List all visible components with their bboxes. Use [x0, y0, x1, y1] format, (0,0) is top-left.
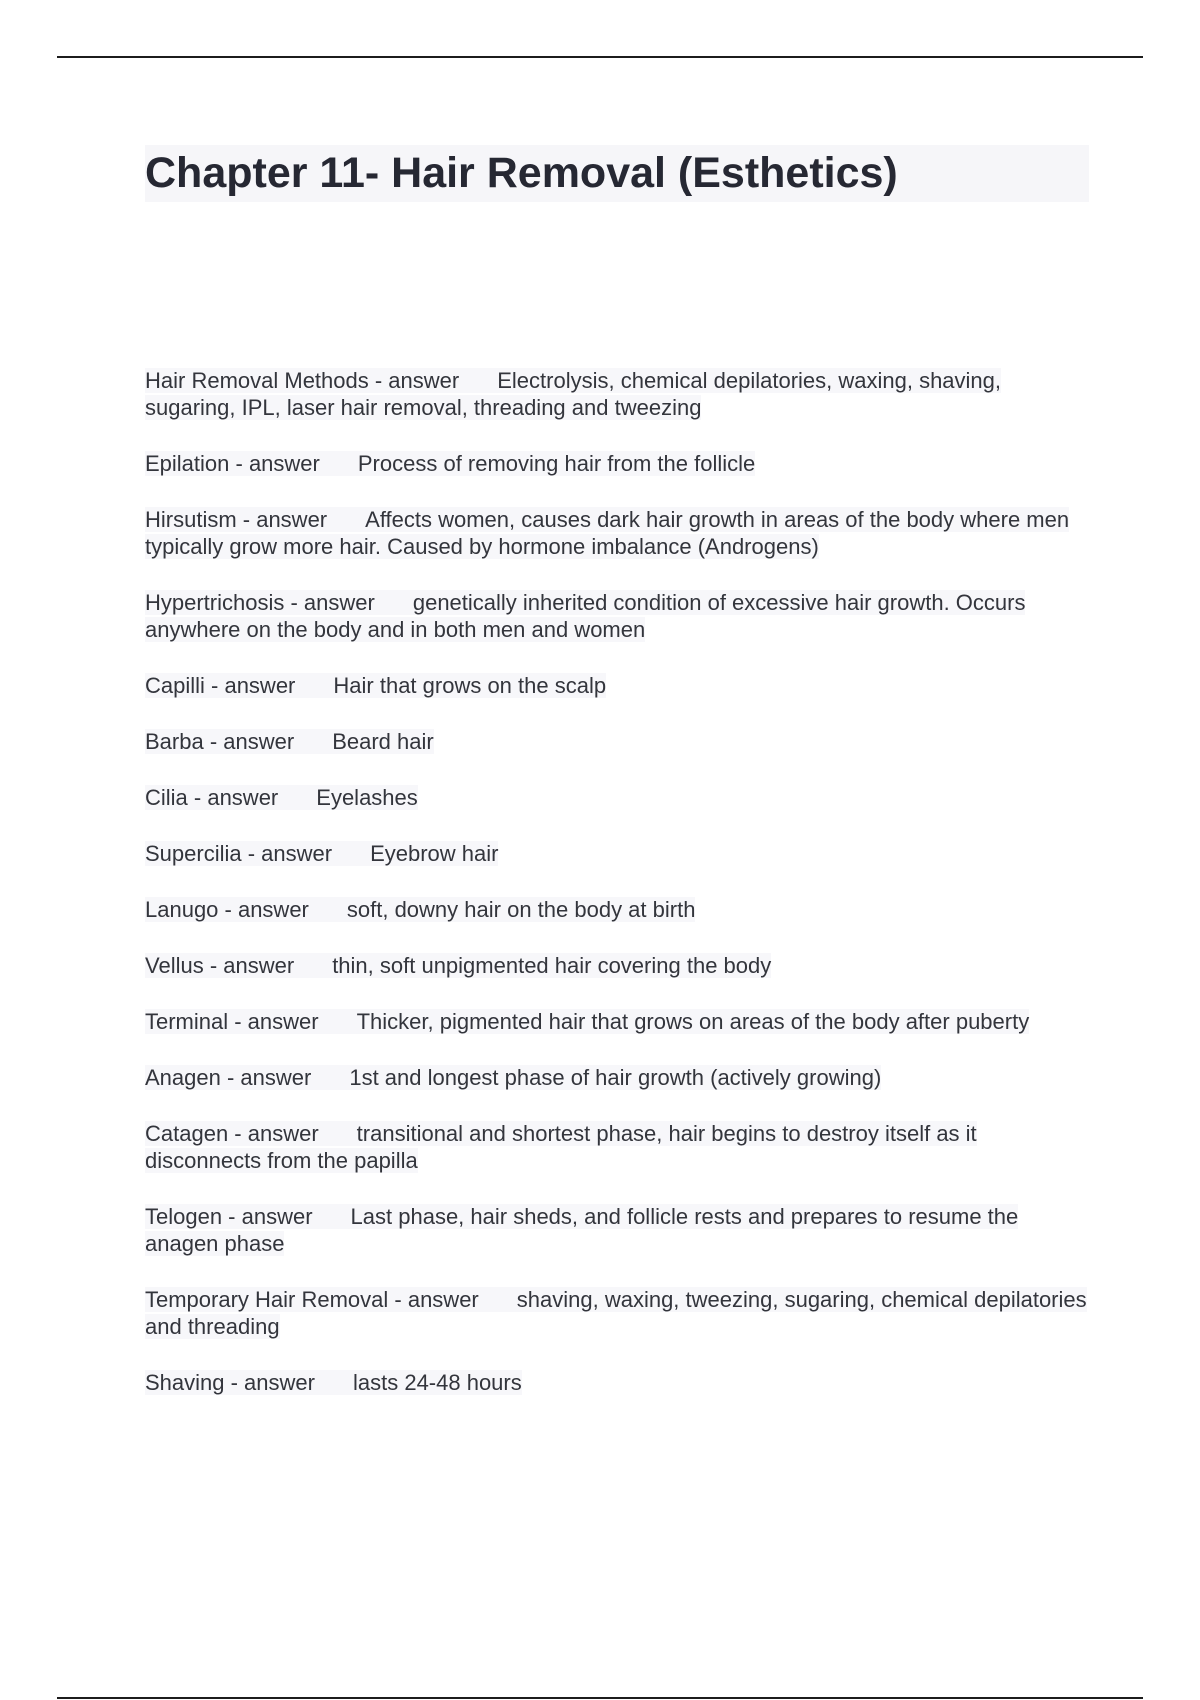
flashcard-definition: 1st and longest phase of hair growth (actively growing) — [349, 1065, 882, 1090]
flashcard-entry — [145, 728, 1089, 755]
flashcard-entry — [145, 896, 1089, 923]
flashcard-term: Shaving - answer — [145, 1370, 353, 1395]
flashcard-term: Epilation - answer — [145, 451, 358, 476]
flashcard-definition: Hair that grows on the scalp — [333, 673, 607, 698]
flashcard-definition: Last phase, hair sheds, and follicle rests and prepares to resume the anagen phase — [145, 1204, 1019, 1256]
flashcard-definition: thin, soft unpigmented hair covering the body — [332, 953, 772, 978]
flashcard-definition: Eyelashes — [316, 785, 418, 810]
flashcard-term: Hair Removal Methods - answer — [145, 368, 497, 393]
flashcard-entry — [145, 506, 1089, 560]
flashcard-entry — [145, 1120, 1089, 1174]
flashcard-definition: shaving, waxing, tweezing, sugaring, chemical depilatories and threading — [145, 1287, 1087, 1339]
flashcard-entry — [145, 952, 1089, 979]
flashcard-entry — [145, 1286, 1089, 1340]
flashcard-entry — [145, 589, 1089, 643]
flashcard-entry — [145, 840, 1089, 867]
flashcard-term: Temporary Hair Removal - answer — [145, 1287, 517, 1312]
flashcard-definition: transitional and shortest phase, hair begins to destroy itself as it disconnects from the papilla — [145, 1121, 977, 1173]
flashcard-term: Vellus - answer — [145, 953, 332, 978]
flashcard-definition: soft, downy hair on the body at birth — [346, 897, 696, 922]
flashcard-definition: Thicker, pigmented hair that grows on areas of the body after puberty — [356, 1009, 1030, 1034]
top-rule — [57, 56, 1143, 58]
flashcard-definition: Affects women, causes dark hair growth in areas of the body where men typically grow more hair. Caused by hormone imbalance (Androgens) — [145, 507, 1070, 559]
flashcard-entry — [145, 784, 1089, 811]
flashcard-term: Supercilia - answer — [145, 841, 370, 866]
flashcard-entry — [145, 1369, 1089, 1396]
flashcard-entry — [145, 672, 1089, 699]
flashcard-entry — [145, 1203, 1089, 1257]
flashcard-entry — [145, 1008, 1089, 1035]
flashcard-definition: Electrolysis, chemical depilatories, waxing, shaving, sugaring, IPL, laser hair removal, threading and tweezing — [145, 368, 1002, 420]
flashcard-definition: Beard hair — [332, 729, 434, 754]
flashcard-definition: Eyebrow hair — [370, 841, 499, 866]
flashcard-term: Lanugo - answer — [145, 897, 347, 922]
flashcard-term: Cilia - answer — [145, 785, 316, 810]
flashcard-term: Telogen - answer — [145, 1204, 351, 1229]
flashcard-list — [145, 367, 1089, 1425]
flashcard-term: Anagen - answer — [145, 1065, 349, 1090]
flashcard-definition: genetically inherited condition of excessive hair growth. Occurs anywhere on the body and in both men and women — [145, 590, 1026, 642]
flashcard-term: Hirsutism - answer — [145, 507, 365, 532]
flashcard-term: Barba - answer — [145, 729, 332, 754]
flashcard-entry — [145, 1064, 1089, 1091]
flashcard-term: Hypertrichosis - answer — [145, 590, 413, 615]
flashcard-entry — [145, 367, 1089, 421]
flashcard-term: Capilli - answer — [145, 673, 333, 698]
flashcard-entry — [145, 450, 1089, 477]
bottom-rule — [57, 1697, 1143, 1699]
flashcard-term: Terminal - answer — [145, 1009, 357, 1034]
flashcard-term: Catagen - answer — [145, 1121, 357, 1146]
flashcard-definition: Process of removing hair from the follicle — [357, 451, 756, 476]
title-banner — [145, 145, 1089, 202]
page-title: Chapter 11- Hair Removal (Esthetics) — [145, 149, 898, 197]
flashcard-definition: lasts 24-48 hours — [352, 1370, 522, 1395]
